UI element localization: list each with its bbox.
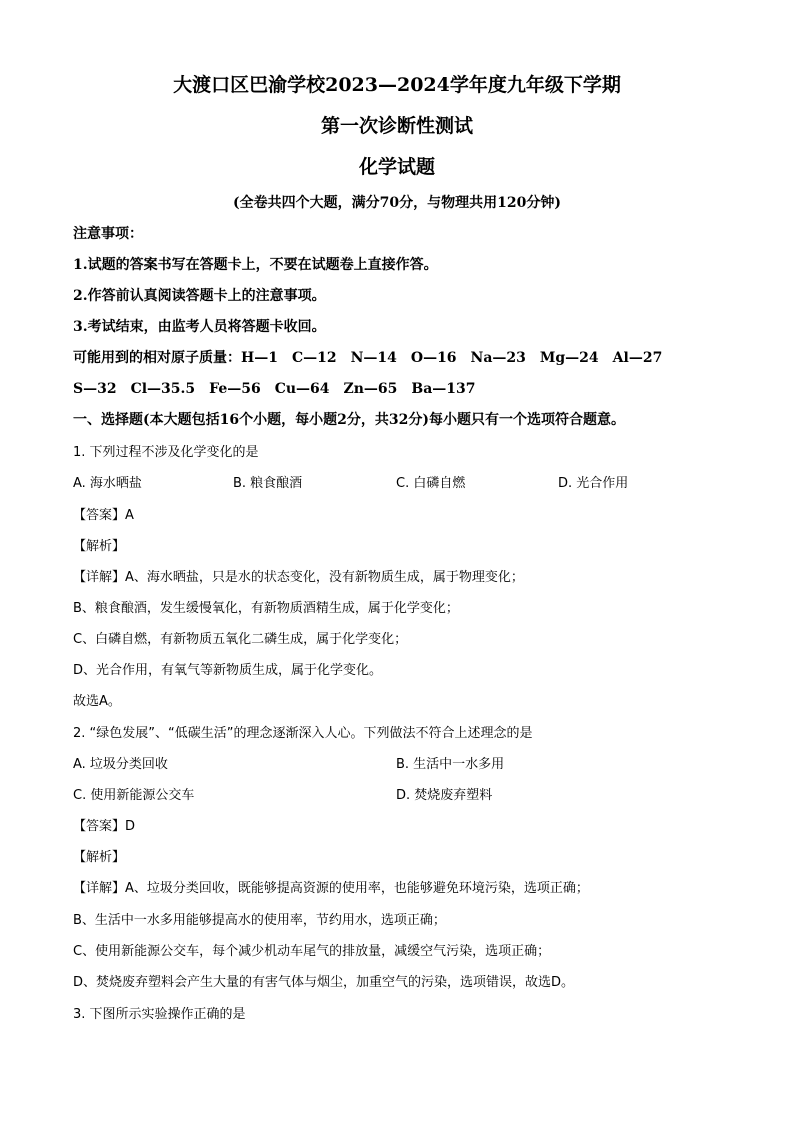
q2-stem: 2. “绿色发展”、“低碳生活”的理念逐渐深入人心。下列做法不符合上述理念的是 — [73, 726, 533, 741]
q2-explain-b: B、生活中一水多用能够提高水的使用率，节约用水，选项正确； — [73, 913, 446, 928]
notes-heading: 注意事项： — [73, 226, 143, 242]
q1-option-d: D. 光合作用 — [558, 476, 629, 491]
q2-answer: 【答案】D — [73, 819, 136, 834]
q1-stem: 1. 下列过程不涉及化学变化的是 — [73, 445, 259, 460]
q1-explain-b: B、粮食酿酒，发生缓慢氧化，有新物质酒精生成，属于化学变化； — [73, 601, 459, 616]
q3-stem: 3. 下图所示实验操作正确的是 — [73, 1007, 246, 1022]
q1-explain-c: C、白磷自燃，有新物质五氧化二磷生成，属于化学变化； — [73, 632, 408, 647]
q2-option-b: B. 生活中一水多用 — [396, 757, 505, 772]
section-1-heading: 一、选择题(本大题包括16个小题，每小题2分，共32分)每小题只有一个选项符合题意。 — [73, 412, 625, 428]
q2-detail: 【详解】A、垃圾分类回收，既能够提高资源的使用率，也能够避免环境污染，选项正确； — [73, 881, 589, 896]
q2-explain-d: D、焚烧废弃塑料会产生大量的有害气体与烟尘，加重空气的污染，选项错误，故选D。 — [73, 975, 575, 990]
note-3: 3.考试结束，由监考人员将答题卡收回。 — [73, 319, 326, 335]
exam-title: 大渡口区巴渝学校2023—2024学年度九年级下学期 — [173, 74, 621, 96]
q2-option-d: D. 焚烧废弃塑料 — [396, 788, 493, 803]
exam-info: (全卷共四个大题，满分70分，与物理共用120分钟) — [233, 195, 561, 211]
q2-analysis-label: 【解析】 — [73, 850, 126, 865]
q1-analysis-label: 【解析】 — [73, 539, 126, 554]
q1-option-b: B. 粮食酿酒 — [233, 476, 303, 491]
note-2: 2.作答前认真阅读答题卡上的注意事项。 — [73, 288, 326, 304]
q1-detail: 【详解】A、海水晒盐，只是水的状态变化，没有新物质生成，属于物理变化； — [73, 570, 524, 585]
q1-option-a: A. 海水晒盐 — [73, 476, 142, 491]
q1-option-c: C. 白磷自燃 — [396, 476, 466, 491]
exam-subject-title: 化学试题 — [358, 156, 435, 178]
note-1: 1.试题的答案书写在答题卡上，不要在试题卷上直接作答。 — [73, 257, 438, 273]
q2-explain-c: C、使用新能源公交车，每个减少机动车尾气的排放量，减缓空气污染，选项正确； — [73, 944, 551, 959]
q2-option-c: C. 使用新能源公交车 — [73, 788, 195, 803]
atomic-masses-line-2: S—32 Cl—35.5 Fe—56 Cu—64 Zn—65 Ba—137 — [73, 381, 476, 397]
q1-answer: 【答案】A — [73, 508, 134, 523]
atomic-masses-line-1: 可能用到的相对原子质量：H—1 C—12 N—14 O—16 Na—23 Mg—24 Al—27 — [73, 350, 663, 366]
q1-explain-d: D、光合作用，有氧气等新物质生成，属于化学变化。 — [73, 663, 383, 678]
q2-option-a: A. 垃圾分类回收 — [73, 757, 168, 772]
q1-conclusion: 故选A。 — [73, 694, 121, 709]
exam-subtitle-test: 第一次诊断性测试 — [320, 115, 473, 137]
